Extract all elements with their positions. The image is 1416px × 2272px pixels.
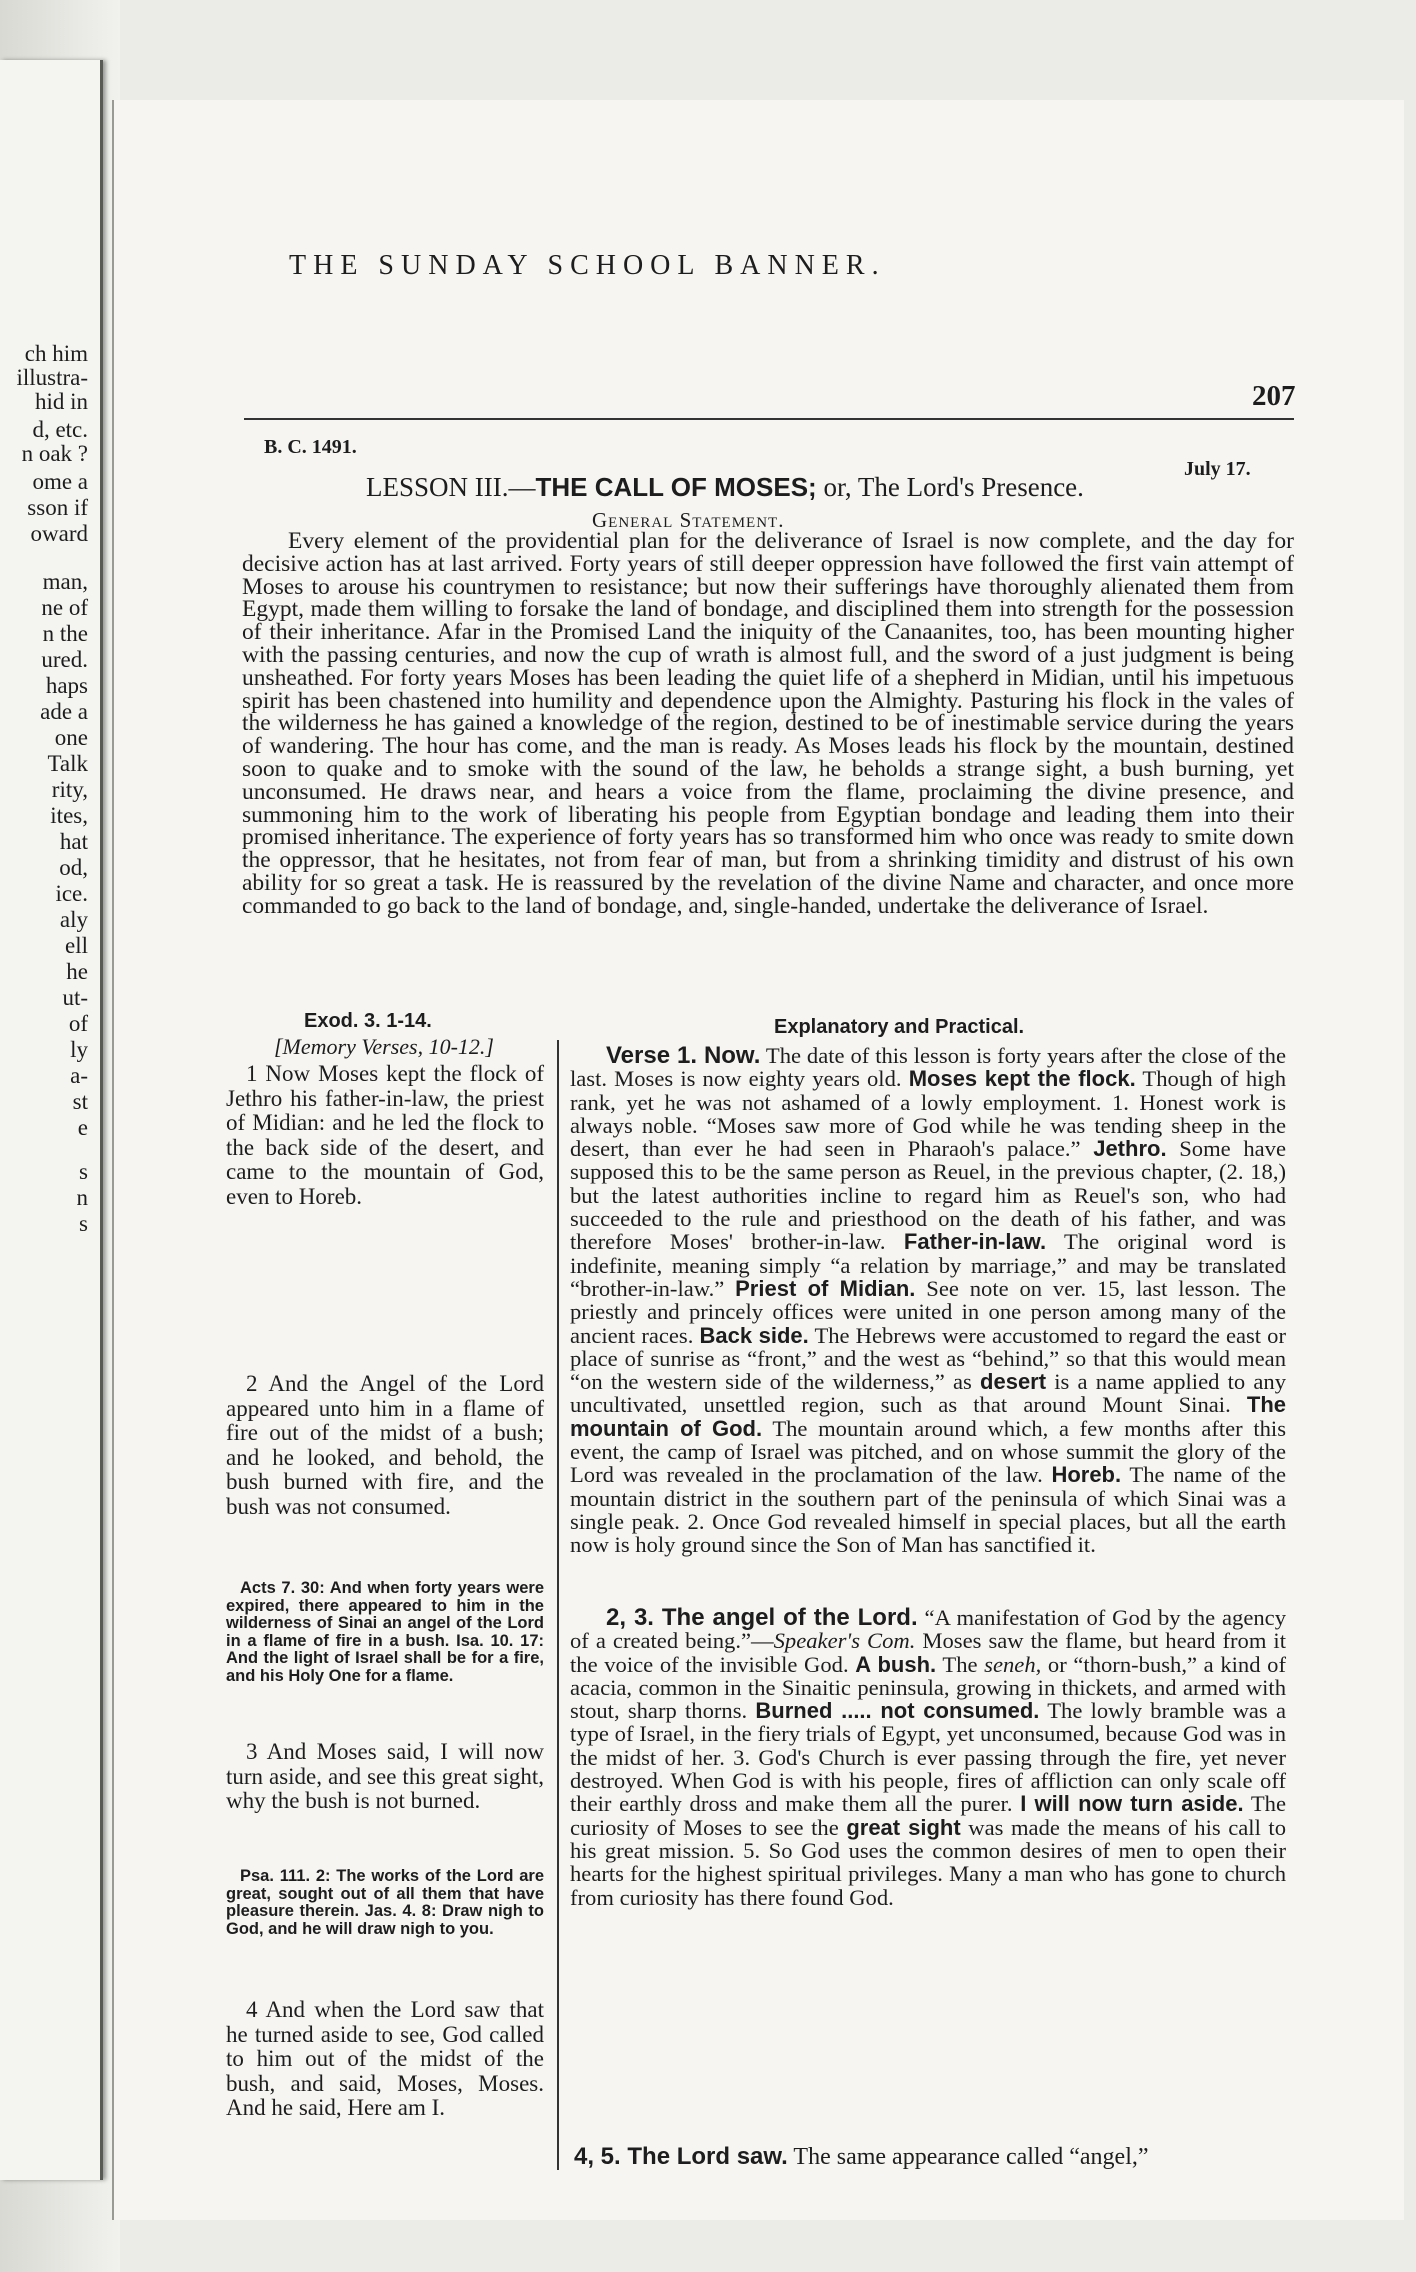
prev-page-text: od, bbox=[59, 855, 88, 880]
prev-page-text: one bbox=[54, 725, 88, 750]
prev-page-text: illustra- bbox=[16, 365, 88, 390]
prev-page-text: ites, bbox=[50, 803, 88, 828]
prev-page-text: ut- bbox=[62, 985, 88, 1010]
prev-page-text: n bbox=[76, 1185, 88, 1210]
prev-page-text: a- bbox=[70, 1063, 88, 1088]
date-bc: B. C. 1491. bbox=[264, 436, 357, 458]
prev-page-text: man, bbox=[42, 569, 88, 594]
previous-page-edge bbox=[0, 60, 103, 2180]
memory-verses: [Memory Verses, 10-12.] bbox=[274, 1034, 494, 1059]
verse-1: 1 Now Moses kept the flock of Jethro his father-in-law, the priest of Midian: and he led the flock to the back side of the desert, and came to the mountain of God, even to Horeb. bbox=[226, 1061, 544, 1209]
commentary-paragraph: Verse 1. Now. The date of this lesson is forty years after the close of the last. Moses is now eighty years old. Moses kept the flock. Though of high rank, yet he was not ashamed of a lowly employment. 1. Honest work is always noble. “Moses saw more of God while he was tending sheep in the desert, than ever he had seen in Pharaoh's palace.” Jethro. Some have supposed this to be the same person as Reuel, in the previous chapter, (2. 18,) but the latest authorities incline to regard him as Reuel's son, who had succeeded to the rule and priesthood on the death of his father, and was therefore Moses' brother-in-law. Father-in-law. The original word is indefinite, meaning simply “a relation by marriage,” and may be translated “brother-in-law.” Priest of Midian. See note on ver. 15, last lesson. The priestly and princely offices were united in one person among many of the ancient races. Back side. The Hebrews were accustomed to regard the east or place of sunrise as “front,” and the west as “behind,” so that this would mean “on the western side of the wilderness,” as desert is a name applied to any uncultivated, unsettled region, such as that around Mount Sinai. The mountain of God. The mountain around which, a few months after this event, the camp of Israel was pitched, and on whose summit the glory of the Lord was revealed in the proclamation of the law. Horeb. The name of the mountain district in the southern part of the peninsula of which Sinai was a single peak. 2. Once God revealed himself in special places, but all the earth now is holy ground since the Son of Man has sanctified it. bbox=[570, 1042, 1287, 1558]
prev-page-text: ade a bbox=[40, 699, 88, 724]
prev-page-text: ch him bbox=[24, 341, 88, 366]
explanatory-heading: Explanatory and Practical. bbox=[774, 1016, 1025, 1038]
prev-page-text: n the bbox=[42, 621, 88, 646]
prev-page-text: hat bbox=[59, 829, 88, 854]
lesson-title: LESSON III.—THE CALL OF MOSES; or, The Lord's Presence. bbox=[366, 472, 1084, 502]
verse-2: 2 And the Angel of the Lord appeared unto him in a flame of fire out of the midst of a bush; and he looked, and behold, the bush burned with fire, and the bush was not consumed. bbox=[226, 1371, 544, 1519]
commentary-continued: 4, 5. The Lord saw. The same appearance called “angel,” bbox=[574, 2143, 1149, 2170]
prev-page-text: Talk bbox=[47, 751, 88, 776]
prev-page-text: ome a bbox=[32, 469, 88, 494]
prev-page-text: aly bbox=[59, 907, 88, 932]
general-statement: Every element of the providential plan for the deliverance of Israel is now complete, and the day for decisive action has at last arrived. Forty years of still deeper oppression have followed the first vain attempt of Moses to arouse his countrymen to resistance; but now their sufferings have thoroughly alienated them from Egypt, made them willing to forsake the land of bondage, and disciplined them into strength for the possession of their inheritance. Afar in the Promised Land the iniquity of the Canaanites, too, has been mounting higher with the passing centuries, and now the cup of wrath is almost full, and the sword of a just judgment is being unsheathed. For forty years Moses has been leading the quiet life of a shepherd in Midian, until his impetuous spirit has been chastened into humility and dependence upon the Almighty. Pasturing his flock in the vales of the wilderness he has gained a knowledge of the region, destined to be of inestimable service during the years of wandering. The hour has come, and the man is ready. As Moses leads his flock by the mountain, destined soon to quake and to smoke with the sound of the law, he beholds a strange sight, a bush burning, yet unconsumed. He draws near, and hears a voice from the flame, proclaiming the divine presence, and summoning him to the work of liberating his people from Egyptian bondage and leading them into their promised inheritance. The experience of forty years has so transformed him who once was ready to smite down the oppressor, that he hesitates, not from fear of man, but from a shrinking timidity and distrust of his own ability for so great a task. He is reassured by the revelation of the divine Name and character, and once more commanded to go back to the land of bondage, and, single-handed, undertake the deliverance of Israel. bbox=[242, 528, 1294, 919]
prev-page-text: he bbox=[66, 959, 88, 984]
prev-page-text: ured. bbox=[41, 647, 88, 672]
verse-3: 3 And Moses said, I will now turn aside, and see this great sight, why the bush is not burned. bbox=[226, 1739, 544, 1813]
general-statement-heading: General Statement. bbox=[592, 508, 785, 532]
prev-page-text: e bbox=[77, 1115, 88, 1140]
date-july: July 17. bbox=[1184, 458, 1251, 480]
running-head: THE SUNDAY SCHOOL BANNER. bbox=[289, 250, 886, 281]
page-number: 207 bbox=[1252, 380, 1296, 412]
prev-page-text: d, etc. bbox=[32, 417, 88, 442]
prev-page-text: st bbox=[72, 1089, 88, 1114]
prev-page-text: sson if bbox=[27, 495, 88, 520]
prev-page-text: ly bbox=[70, 1037, 88, 1062]
prev-page-text: hid in bbox=[34, 389, 88, 414]
prev-page-text: s bbox=[79, 1211, 88, 1236]
cross-reference-note: Acts 7. 30: And when forty years were expired, there appeared to him in the wilderness of Sinai an angel of the Lord in a flame of fire in a bush. Isa. 10. 17: And the light of Israel shall be for a fire, and his Holy One for a flame. bbox=[226, 1579, 544, 1685]
header-rule bbox=[244, 418, 1294, 420]
prev-page-text: ne of bbox=[41, 595, 88, 620]
cross-reference-note: Psa. 111. 2: The works of the Lord are great, sought out of all them that have pleasure therein. Jas. 4. 8: Draw nigh to God, and he will draw nigh to you. bbox=[226, 1867, 544, 1938]
verse-4: 4 And when the Lord saw that he turned aside to see, God called to him out of the midst of the bush, and said, Moses, Moses. And he said, Here am I. bbox=[226, 1997, 544, 2120]
prev-page-text: rity, bbox=[51, 777, 88, 802]
prev-page-text: oward bbox=[30, 521, 88, 546]
book-page bbox=[112, 100, 1404, 2220]
prev-page-text: ell bbox=[65, 933, 88, 958]
column-divider bbox=[557, 1040, 559, 2170]
prev-page-text: haps bbox=[45, 673, 88, 698]
commentary-paragraph: 2, 3. The angel of the Lord. “A manifestation of God by the agency of a created being.”—Speaker's Com. Moses saw the flame, but heard from it the voice of the invisible God. A bush. The seneh, or “thorn-bush,” a kind of acacia, common in the Sinaitic peninsula, growing in thickets, and armed with stout, sharp thorns. Burned ..... not consumed. The lowly bramble was a type of Israel, in the fiery trials of Egypt, yet unconsumed, because God was in the midst of her. 3. God's Church is ever passing through the fire, yet never destroyed. When God is with his people, fires of affliction can only scale off their earthly dross and make them all the purer. I will now turn aside. The curiosity of Moses to see the great sight was made the means of his call to his great mission. 5. So God uses the common desires of men to open their hearts for the highest spiritual privileges. Many a man who has gone to church from curiosity has there found God. bbox=[570, 1604, 1286, 1910]
prev-page-text: n oak ? bbox=[21, 441, 88, 466]
scripture-reference: Exod. 3. 1-14. bbox=[304, 1010, 432, 1032]
prev-page-text: ice. bbox=[55, 881, 88, 906]
prev-page-text: s bbox=[79, 1159, 88, 1184]
prev-page-text: of bbox=[68, 1011, 88, 1036]
